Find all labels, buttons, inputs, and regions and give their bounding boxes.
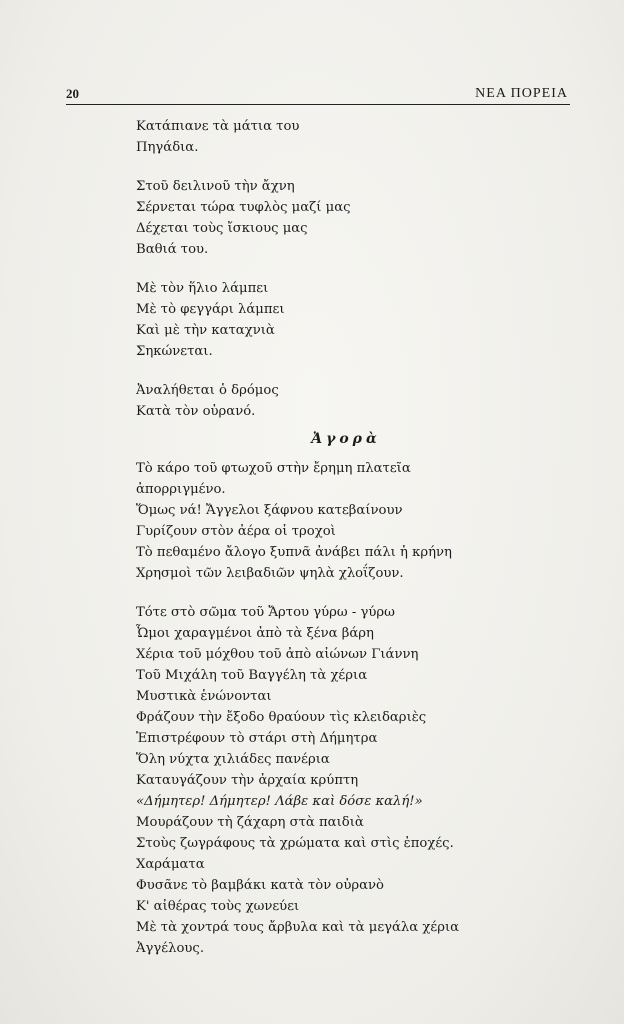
poem-line: Τὸ πεθαμένο ἄλογο ξυπνᾶ ἀνάβει πάλι ἡ κρήνη [136, 545, 452, 560]
stanza [136, 380, 556, 422]
poem-line: Ὅμως νά! Ἄγγελοι ξάφνου κατεβαίνουν [136, 503, 403, 518]
poem-line: ἀπορριγμένο. [136, 482, 226, 497]
poem-line-quote: «Δήμητερ! Δήμητερ! Λάβε καὶ δόσε καλή!» [136, 794, 423, 809]
poem-line: Ἐπιστρέφουν τὸ στάρι στὴ Δήμητρα [136, 731, 378, 746]
poem-line: Καταυγάζουν τὴν ἀρχαία κρύπτη [136, 773, 359, 788]
stanza [136, 116, 556, 158]
poem-line: Χρησμοὶ τῶν λειβαδιῶν ψηλὰ χλοΐζουν. [136, 566, 404, 581]
stanza [136, 176, 556, 260]
poem-line: Ἀγγέλους. [136, 941, 205, 956]
poem-line: Πηγάδια. [136, 140, 199, 155]
poem-line: Γυρίζουν στὸν ἀέρα οἱ τροχοὶ [136, 524, 336, 539]
poem-line: Στοὺς ζωγράφους τὰ χρώματα καὶ στὶς ἐποχές. [136, 836, 454, 851]
poem-line: Κατὰ τὸν οὐρανό. [136, 404, 256, 419]
poem-line: Καὶ μὲ τὴν καταχνιὰ [136, 323, 275, 338]
poem-line: Βαθιά του. [136, 242, 209, 257]
poem-line: Φυσᾶνε τὸ βαμβάκι κατὰ τὸν οὐρανὸ [136, 878, 384, 893]
stanza [136, 602, 556, 959]
stanza [136, 458, 556, 584]
stanza [136, 278, 556, 362]
poem-line: Χαράματα [136, 857, 205, 872]
section-title: Ἀγορὰ [311, 431, 381, 447]
poem-text [136, 116, 556, 977]
header-rule [66, 104, 570, 105]
poem-line: Κατάπιανε τὰ μάτια του [136, 119, 300, 134]
poem-line: Μουράζουν τὴ ζάχαρη στὰ παιδιὰ [136, 815, 364, 830]
poem-line: Μυστικὰ ἑνώνονται [136, 689, 272, 704]
poem-line: Ἀναλήθεται ὁ δρόμος [136, 383, 279, 398]
poem-line: Μὲ τὸν ἥλιο λάμπει [136, 281, 269, 296]
poem-line: Σηκώνεται. [136, 344, 213, 359]
poem-line: Δέχεται τοὺς ἴσκιους μας [136, 221, 308, 236]
poem-line: Κ' αἰθέρας τοὺς χωνεύει [136, 899, 300, 914]
journal-title: ΝΕΑ ΠΟΡΕΙΑ [475, 86, 568, 101]
poem-line: Ὅλη νύχτα χιλιάδες πανέρια [136, 752, 330, 767]
poem-line: Τοῦ Μιχάλη τοῦ Βαγγέλη τὰ χέρια [136, 668, 368, 683]
poem-line: Μὲ τὰ χοντρά τους ἄρβυλα καὶ τὰ μεγάλα χέρια [136, 920, 460, 935]
poem-line: Φράζουν τὴν ἔξοδο θραύουν τὶς κλειδαριὲς [136, 710, 427, 725]
poem-line: Στοῦ δειλινοῦ τὴν ἄχνη [136, 179, 295, 194]
page-number: 20 [66, 86, 79, 101]
poem-line: Τὸ κάρο τοῦ φτωχοῦ στὴν ἔρημη πλατεῖα [136, 461, 411, 476]
poem-line: Μὲ τὸ φεγγάρι λάμπει [136, 302, 285, 317]
poem-line: Χέρια τοῦ μόχθου τοῦ ἀπὸ αἰώνων Γιάννη [136, 647, 419, 662]
poem-line: Τότε στὸ σῶμα τοῦ Ἄρτου γύρω - γύρω [136, 605, 395, 620]
poem-line: Σέρνεται τώρα τυφλὸς μαζί μας [136, 200, 351, 215]
poem-line: Ὦμοι χαραγμένοι ἀπὸ τὰ ξένα βάρη [136, 626, 374, 641]
page-header [66, 86, 568, 104]
